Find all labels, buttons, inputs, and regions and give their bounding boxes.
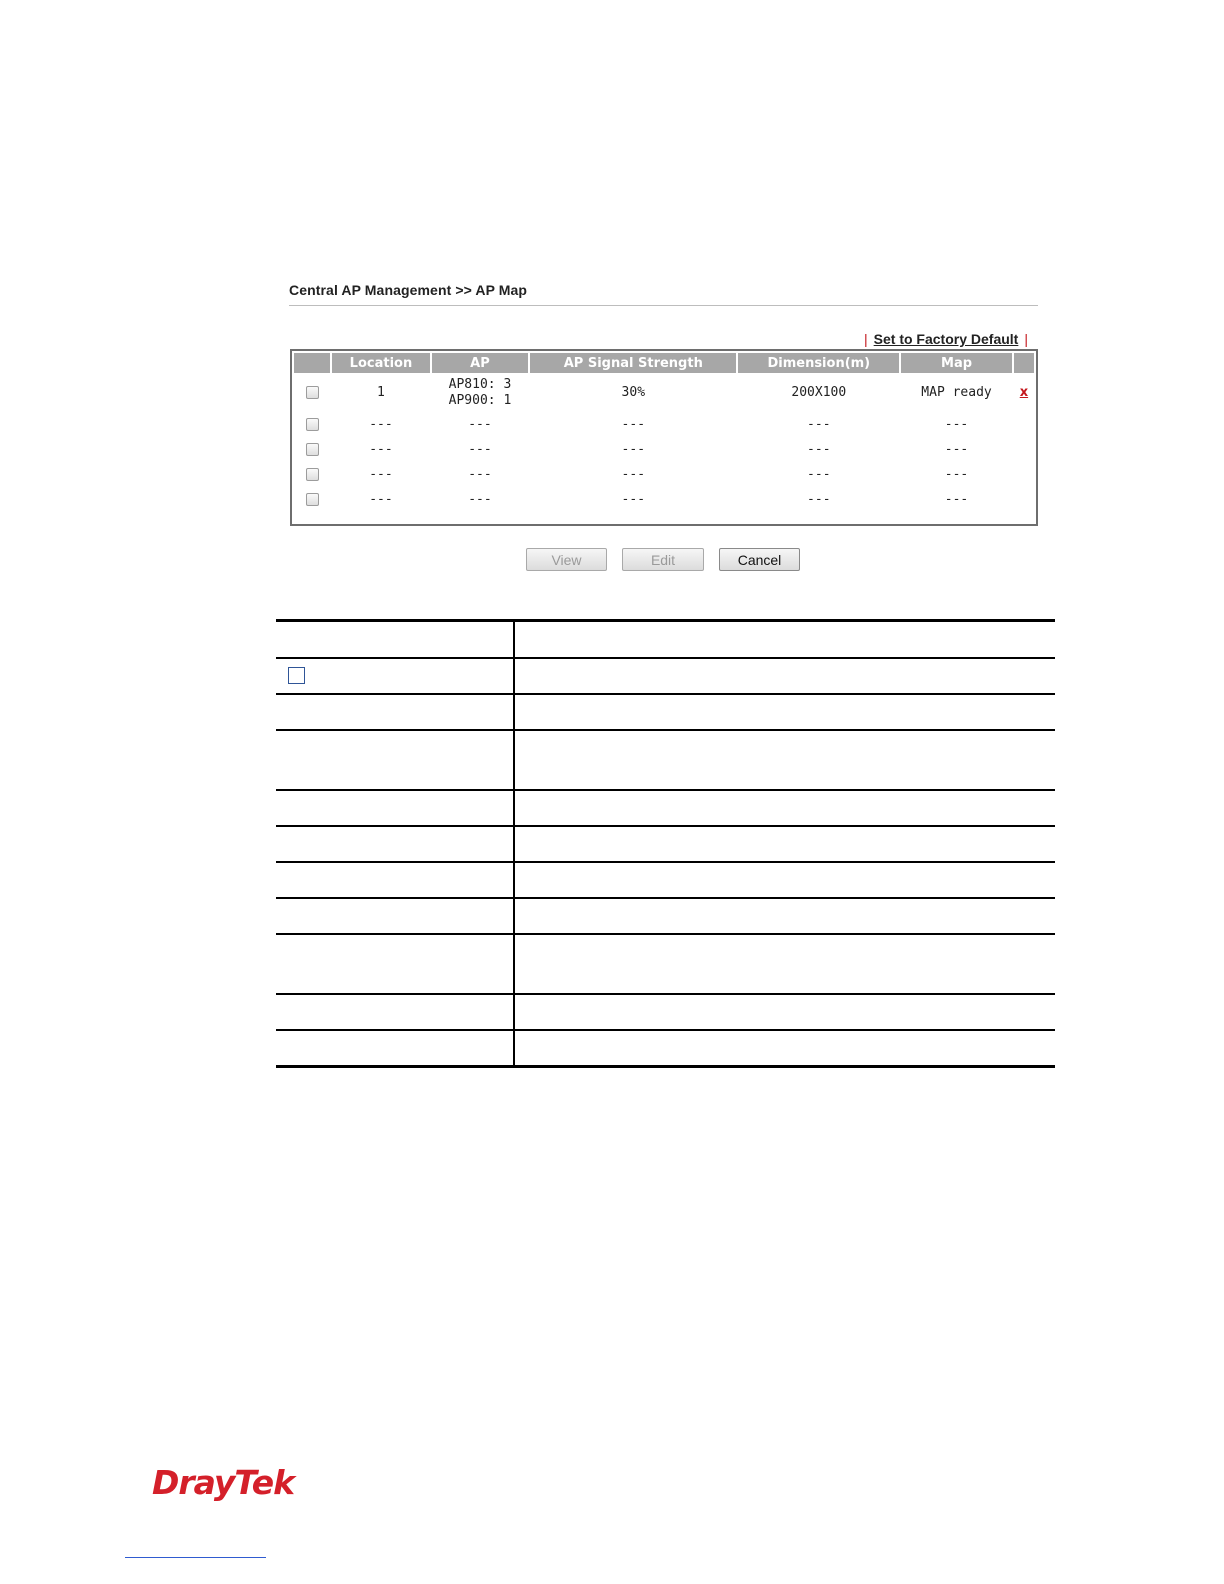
doc-table-row-divider bbox=[276, 897, 1055, 899]
cell-ap: --- bbox=[468, 417, 492, 432]
cell-location: --- bbox=[369, 442, 393, 457]
table-row bbox=[294, 375, 1034, 411]
table-row bbox=[294, 413, 1034, 436]
header-ap: AP bbox=[432, 353, 529, 373]
ap-map-table bbox=[290, 349, 1038, 526]
cell-action bbox=[1014, 488, 1034, 511]
doc-table-row-divider bbox=[276, 933, 1055, 935]
separator-right: | bbox=[1024, 331, 1028, 347]
header-select bbox=[294, 353, 330, 373]
doc-table-row-divider bbox=[276, 657, 1055, 659]
draytek-logo: DrayTek bbox=[152, 1463, 295, 1502]
table-header-row bbox=[294, 353, 1034, 373]
cell-signal: --- bbox=[621, 417, 646, 432]
header-dimension: Dimension(m) bbox=[738, 353, 899, 373]
cell-ap bbox=[432, 375, 529, 411]
cell-dimension: --- bbox=[807, 442, 831, 457]
cell-ap-line2: AP900: 1 bbox=[448, 393, 512, 408]
doc-table-row-divider bbox=[276, 789, 1055, 791]
row-checkbox[interactable] bbox=[306, 386, 319, 399]
cell-map: MAP ready bbox=[921, 385, 992, 400]
cell-signal: 30% bbox=[621, 385, 646, 400]
cell-action bbox=[1014, 438, 1034, 461]
cell-action bbox=[1014, 413, 1034, 436]
cell-map: --- bbox=[944, 417, 969, 432]
title-divider bbox=[289, 305, 1038, 306]
doc-table-bottom-border bbox=[276, 1065, 1055, 1068]
row-checkbox[interactable] bbox=[306, 468, 319, 481]
checkbox-icon bbox=[288, 667, 305, 684]
delete-map-link[interactable]: x bbox=[1019, 385, 1029, 400]
cell-location: --- bbox=[369, 417, 393, 432]
cell-location: --- bbox=[369, 492, 393, 507]
cell-dimension: --- bbox=[807, 492, 831, 507]
cell-map: --- bbox=[944, 442, 969, 457]
doc-table-top-border bbox=[276, 619, 1055, 622]
edit-button[interactable]: Edit bbox=[622, 548, 704, 571]
page-title: Central AP Management >> AP Map bbox=[289, 282, 528, 298]
cell-dimension: --- bbox=[807, 417, 831, 432]
cell-dimension: --- bbox=[807, 467, 831, 482]
cell-ap: --- bbox=[468, 467, 492, 482]
doc-table-row-divider bbox=[276, 861, 1055, 863]
factory-default-bar bbox=[858, 331, 1034, 347]
doc-table-row-divider bbox=[276, 1029, 1055, 1031]
header-signal-strength: AP Signal Strength bbox=[530, 353, 736, 373]
cell-ap: --- bbox=[468, 492, 492, 507]
cell-location: 1 bbox=[377, 385, 385, 400]
cell-ap: --- bbox=[468, 442, 492, 457]
doc-table-row-divider bbox=[276, 693, 1055, 695]
cancel-button[interactable]: Cancel bbox=[719, 548, 800, 571]
row-checkbox[interactable] bbox=[306, 443, 319, 456]
table-row bbox=[294, 488, 1034, 511]
cell-action bbox=[1014, 463, 1034, 486]
table-row bbox=[294, 463, 1034, 486]
cell-dimension: 200X100 bbox=[791, 385, 847, 400]
doc-table-row-divider bbox=[276, 825, 1055, 827]
header-action bbox=[1014, 353, 1034, 373]
footer-divider bbox=[125, 1557, 266, 1558]
table-row bbox=[294, 438, 1034, 461]
cell-signal: --- bbox=[621, 442, 646, 457]
doc-table-column-divider bbox=[513, 621, 515, 1066]
header-map: Map bbox=[901, 353, 1012, 373]
cell-map: --- bbox=[944, 492, 969, 507]
cell-map: --- bbox=[944, 467, 969, 482]
doc-table-row-divider bbox=[276, 729, 1055, 731]
set-to-factory-default-link[interactable]: Set to Factory Default bbox=[873, 331, 1019, 347]
header-location: Location bbox=[332, 353, 430, 373]
cell-signal: --- bbox=[621, 492, 646, 507]
doc-table-row-divider bbox=[276, 993, 1055, 995]
cell-ap-line1: AP810: 3 bbox=[448, 377, 512, 392]
view-button[interactable]: View bbox=[526, 548, 607, 571]
cell-location: --- bbox=[369, 467, 393, 482]
cell-signal: --- bbox=[621, 467, 646, 482]
separator-left: | bbox=[864, 331, 868, 347]
row-checkbox[interactable] bbox=[306, 418, 319, 431]
row-checkbox[interactable] bbox=[306, 493, 319, 506]
